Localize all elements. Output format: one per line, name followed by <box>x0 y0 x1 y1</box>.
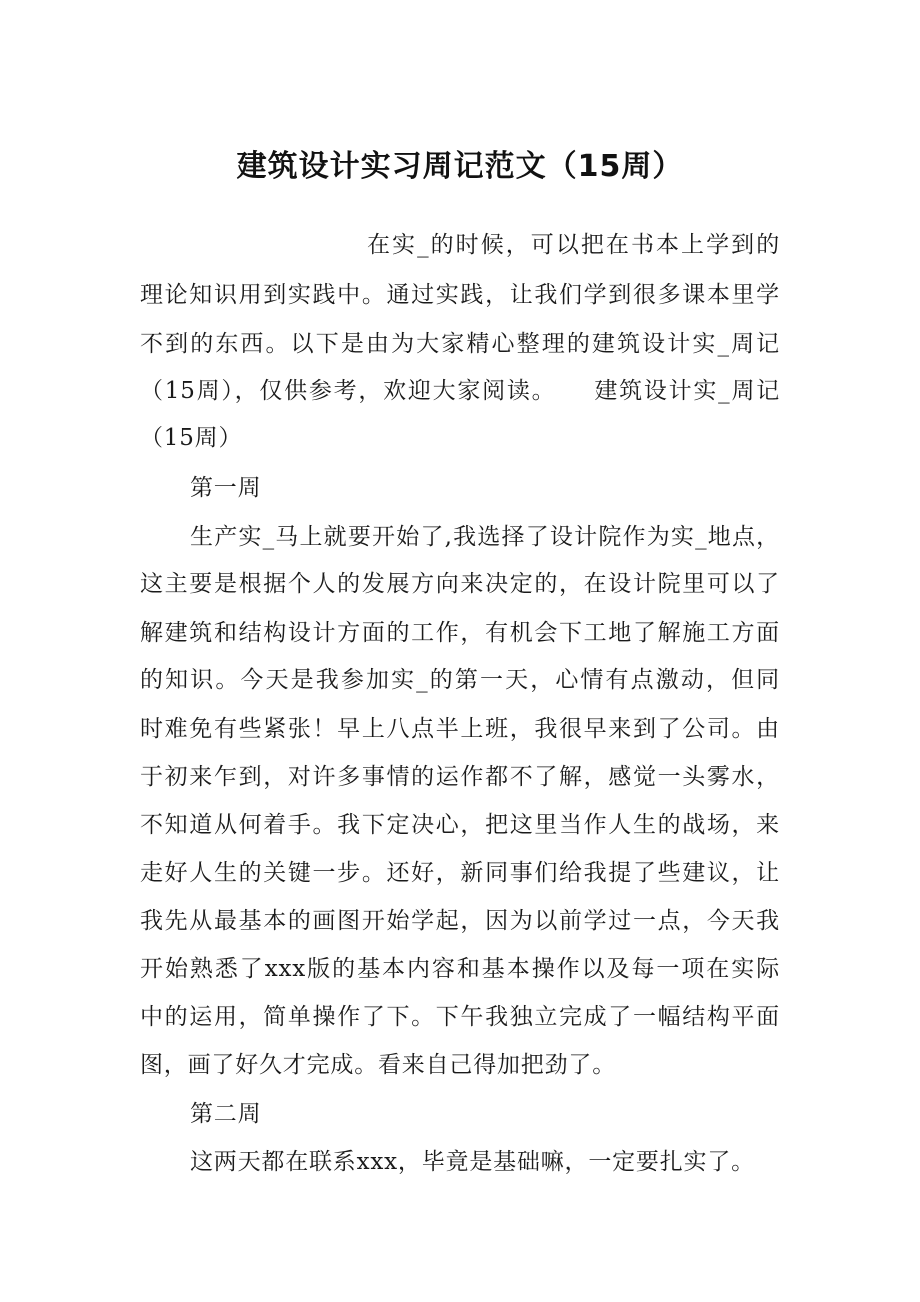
intro-line: （15周），仅供参考，欢迎大家阅读。 建筑设计实_周记 <box>140 378 780 404</box>
week1-line: 开始熟悉了xxx版的基本内容和基本操作以及每一项在实际 <box>140 956 780 982</box>
week1-line: 于初来乍到，对许多事情的运作都不了解，感觉一头雾水， <box>140 764 780 790</box>
week1-line: 我先从最基本的画图开始学起，因为以前学过一点，今天我 <box>140 908 780 934</box>
document-title: 建筑设计实习周记范文（15周） <box>236 149 684 184</box>
week1-line: 解建筑和结构设计方面的工作，有机会下工地了解施工方面 <box>140 620 780 646</box>
week1-line: 走好人生的关键一步。还好，新同事们给我提了些建议，让 <box>140 860 780 886</box>
week1-heading: 第一周 <box>190 475 262 501</box>
week2-line: 这两天都在联系xxx，毕竟是基础嘛，一定要扎实了。 <box>190 1149 755 1175</box>
week1-line: 生产实_马上就要开始了,我选择了设计院作为实_地点， <box>190 524 780 550</box>
week2-heading: 第二周 <box>190 1101 262 1127</box>
week1-line: 图，画了好久才完成。看来自己得加把劲了。 <box>140 1052 616 1078</box>
intro-line: （15周） <box>140 425 243 451</box>
intro-line: 理论知识用到实践中。通过实践，让我们学到很多课本里学 <box>140 282 780 308</box>
week1-line: 不知道从何着手。我下定决心，把这里当作人生的战场，来 <box>140 812 780 838</box>
week1-line: 时难免有些紧张！早上八点半上班，我很早来到了公司。由 <box>140 716 780 742</box>
intro-line: 在实_的时候，可以把在书本上学到的 <box>367 232 780 258</box>
week1-line: 这主要是根据个人的发展方向来决定的，在设计院里可以了 <box>140 571 780 597</box>
week1-line: 中的运用，简单操作了下。下午我独立完成了一幅结构平面 <box>140 1004 780 1030</box>
week1-line: 的知识。今天是我参加实_的第一天，心情有点激动，但同 <box>140 667 780 693</box>
intro-line: 不到的东西。以下是由为大家精心整理的建筑设计实_周记 <box>140 331 780 357</box>
